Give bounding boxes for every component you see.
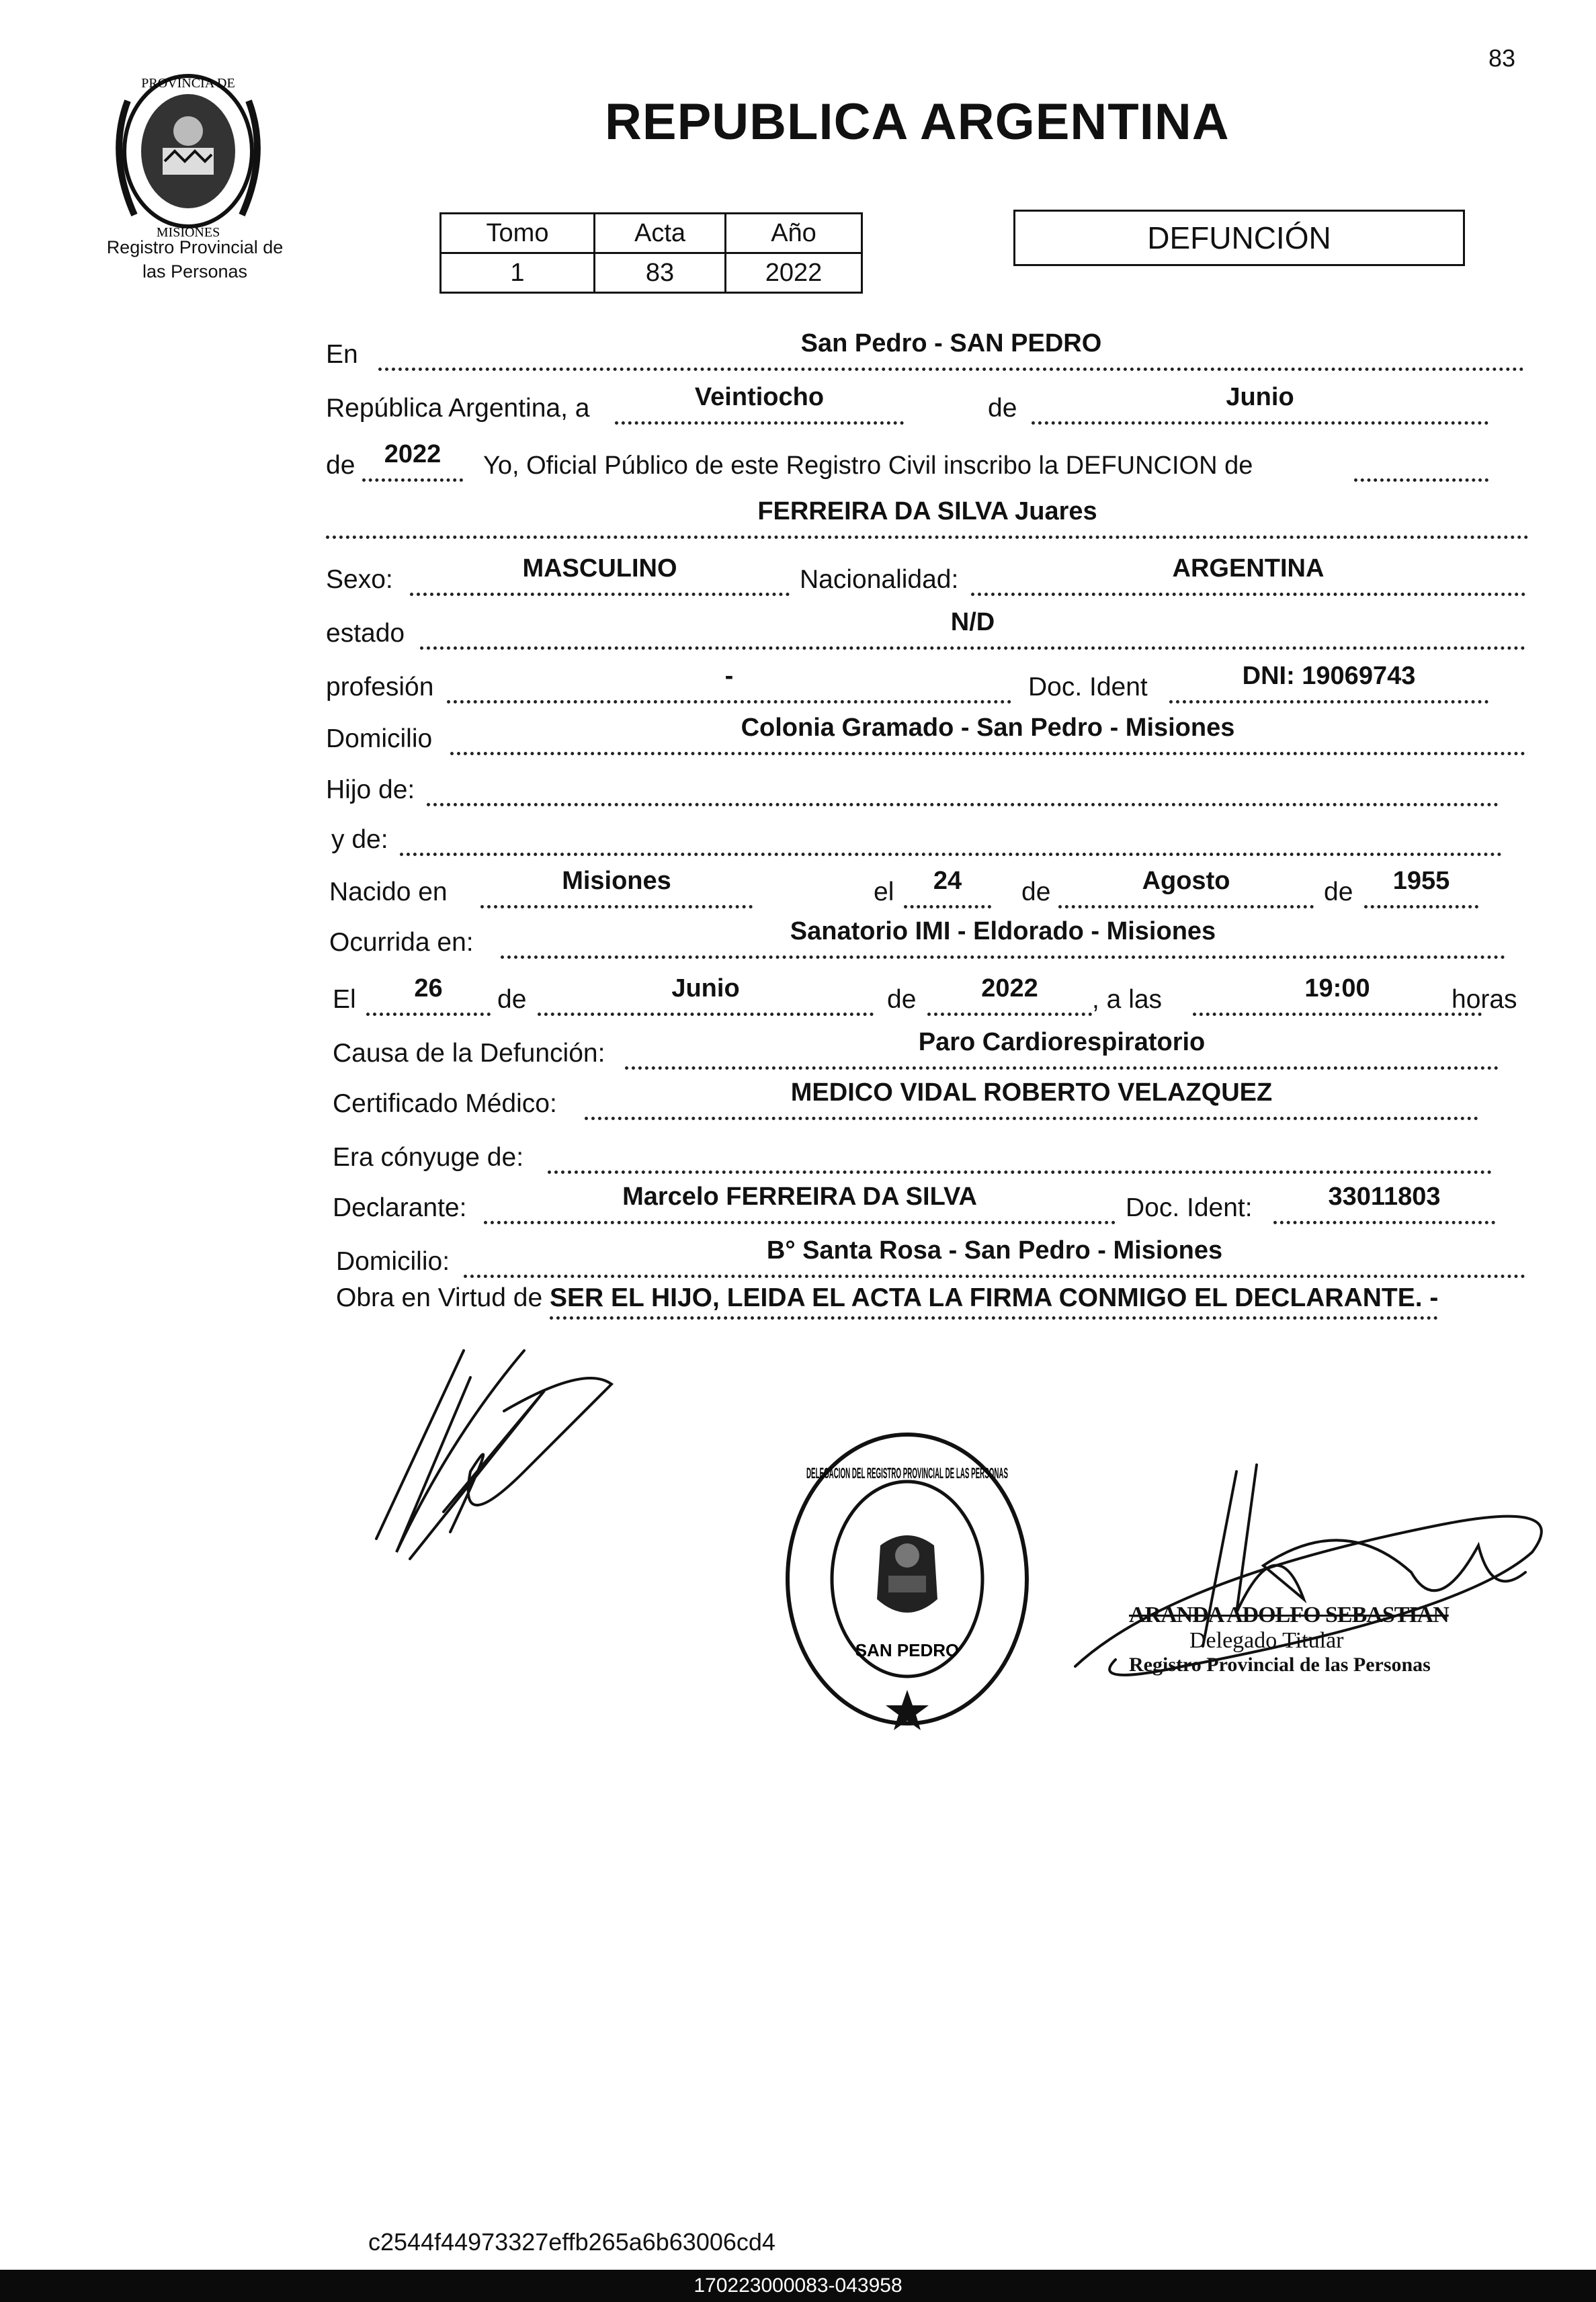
row-nacido <box>326 867 1529 914</box>
value-domicilio: Colonia Gramado - San Pedro - Misiones <box>741 714 1235 742</box>
label-horas: horas <box>1452 985 1517 1014</box>
value-profesion: - <box>724 662 734 690</box>
row-sexo <box>326 554 1529 601</box>
value-dia-letras: Veintiocho <box>694 383 825 411</box>
delegate-role: Delegado Titular <box>1189 1628 1344 1653</box>
row-obra <box>336 1283 1438 1313</box>
ref-value-tomo: 1 <box>441 253 595 293</box>
ref-value-acta: 83 <box>595 253 726 293</box>
row-ocurrida <box>326 917 1529 964</box>
field-domicilio-declarante <box>464 1236 1525 1278</box>
value-el-mes: Junio <box>671 974 740 1003</box>
value-sexo: MASCULINO <box>522 554 677 583</box>
field-en <box>378 329 1524 371</box>
field-hijo-de <box>427 771 1499 806</box>
field-sexo <box>410 554 790 596</box>
field-nacionalidad <box>971 554 1525 596</box>
field-nacido-mes <box>1058 867 1314 908</box>
registry-caption <box>81 235 309 284</box>
logo-text-bottom: MISIONES <box>156 225 220 240</box>
value-el-anio: 2022 <box>981 974 1038 1003</box>
row-republica <box>326 383 1529 430</box>
field-estado <box>420 608 1525 650</box>
value-obra: SER EL HIJO, LEIDA EL ACTA LA FIRMA CONMIGO EL DECLARANTE. - <box>550 1283 1438 1320</box>
row-fecha-defuncion <box>326 974 1529 1021</box>
label-el: El <box>333 985 356 1014</box>
delegate-office: Registro Provincial de las Personas <box>1129 1654 1431 1676</box>
ref-header-row <box>441 214 862 253</box>
value-nacido-anio: 1955 <box>1392 867 1450 895</box>
delegate-name: ARANDA ADOLFO SEBASTIAN <box>1129 1603 1449 1627</box>
field-el-anio <box>927 974 1092 1016</box>
record-reference-table <box>439 212 863 294</box>
document-title: REPUBLICA ARGENTINA <box>605 93 1230 151</box>
value-declarante: Marcelo FERREIRA DA SILVA <box>622 1183 977 1211</box>
field-nacido-dia <box>904 867 991 908</box>
registry-caption-line-2: las Personas <box>142 261 248 282</box>
label-de-mes: de <box>988 394 1017 423</box>
row-declarante <box>326 1183 1529 1230</box>
label-nacido-en: Nacido en <box>329 878 448 906</box>
label-de-anio: de <box>326 451 355 480</box>
label-el-de-mes: de <box>497 985 527 1014</box>
field-domicilio <box>450 714 1525 755</box>
label-a-las: , a las <box>1092 985 1163 1014</box>
row-anio-yo <box>326 440 1529 487</box>
value-mes: Junio <box>1226 383 1294 411</box>
value-doc-ident-declarante: 33011803 <box>1328 1183 1441 1211</box>
field-doc-ident-declarante <box>1273 1183 1495 1224</box>
row-profesion <box>326 662 1529 709</box>
value-nacido-dia: 24 <box>933 867 962 895</box>
field-mes <box>1032 383 1488 425</box>
ref-value-anio: 2022 <box>726 253 862 293</box>
label-causa: Causa de la Defunción: <box>333 1039 605 1068</box>
row-y-de <box>326 821 1529 861</box>
field-anio <box>362 440 463 482</box>
label-en: En <box>326 340 358 369</box>
field-certificado <box>585 1078 1478 1120</box>
row-certificado <box>326 1078 1529 1125</box>
value-certificado: MEDICO VIDAL ROBERTO VELAZQUEZ <box>790 1078 1273 1107</box>
field-nacido-anio <box>1364 867 1478 908</box>
province-coat-of-arms-logo <box>101 60 276 242</box>
label-nacido-de-anio: de <box>1324 878 1353 906</box>
ref-header-tomo: Tomo <box>441 214 595 253</box>
field-profesion <box>447 662 1011 704</box>
value-en: San Pedro - SAN PEDRO <box>800 329 1102 357</box>
value-ocurrida-en: Sanatorio IMI - Eldorado - Misiones <box>790 917 1216 945</box>
value-causa: Paro Cardiorespiratorio <box>918 1028 1206 1056</box>
field-conyuge <box>548 1138 1492 1174</box>
row-domicilio-declarante <box>326 1236 1529 1283</box>
page-number: 83 <box>1488 44 1516 72</box>
field-dia-letras <box>615 383 904 425</box>
value-nacido-en: Misiones <box>562 867 671 895</box>
field-nombre <box>326 497 1529 539</box>
value-anio: 2022 <box>384 440 442 468</box>
document-hash: c2544f44973327effb265a6b63006cd4 <box>368 2228 775 2256</box>
field-yo-trailing <box>1354 446 1488 482</box>
label-doc-ident-declarante: Doc. Ident: <box>1126 1193 1253 1222</box>
row-conyuge <box>326 1139 1529 1179</box>
field-hora <box>1193 974 1482 1016</box>
label-nacido-el: el <box>874 878 894 906</box>
label-profesion: profesión <box>326 673 434 701</box>
label-conyuge: Era cónyuge de: <box>333 1143 524 1172</box>
field-causa <box>625 1028 1499 1070</box>
registry-caption-line-1: Registro Provincial de <box>106 237 284 257</box>
value-doc-ident: DNI: 19069743 <box>1242 662 1416 690</box>
label-el-de-anio: de <box>887 985 917 1014</box>
ref-header-acta: Acta <box>595 214 726 253</box>
value-el-dia: 26 <box>414 974 443 1003</box>
row-estado <box>326 608 1529 655</box>
value-domicilio-declarante: B° Santa Rosa - San Pedro - Misiones <box>766 1236 1223 1265</box>
official-seal <box>773 1424 1042 1734</box>
row-hijo-de <box>326 771 1529 812</box>
label-hijo-de: Hijo de: <box>326 775 415 804</box>
logo-text-top: PROVINCIA DE <box>141 76 235 91</box>
field-declarante <box>484 1183 1116 1224</box>
row-causa <box>326 1028 1529 1075</box>
seal-ring-text: DELEGACION DEL REGISTRO PROVINCIAL DE LAS PERSONAS <box>806 1465 1008 1482</box>
value-estado: N/D <box>950 608 995 636</box>
footer-id-bar: 170223000083-043958 <box>0 2270 1596 2302</box>
label-domicilio: Domicilio <box>326 724 433 753</box>
record-type-box: DEFUNCIÓN <box>1013 210 1465 266</box>
row-domicilio <box>326 714 1529 761</box>
label-domicilio-declarante: Domicilio: <box>336 1247 450 1276</box>
value-hora: 19:00 <box>1304 974 1370 1003</box>
label-sexo: Sexo: <box>326 565 393 594</box>
row-en <box>326 329 1529 376</box>
field-el-dia <box>366 974 491 1016</box>
field-doc-ident <box>1169 662 1488 704</box>
value-nacido-mes: Agosto <box>1142 867 1230 895</box>
ref-value-row <box>441 253 862 293</box>
row-nombre <box>326 497 1529 544</box>
label-declarante: Declarante: <box>333 1193 467 1222</box>
value-nombre: FERREIRA DA SILVA Juares <box>757 497 1097 525</box>
label-nacido-de-mes: de <box>1021 878 1051 906</box>
label-estado: estado <box>326 619 405 648</box>
field-y-de <box>400 820 1502 856</box>
ref-header-anio: Año <box>726 214 862 253</box>
field-ocurrida-en <box>501 917 1505 959</box>
label-doc-ident: Doc. Ident <box>1028 673 1148 701</box>
label-nacionalidad: Nacionalidad: <box>800 565 959 594</box>
label-yo-oficial: Yo, Oficial Público de este Registro Civil inscribo la DEFUNCION de <box>483 452 1253 480</box>
field-el-mes <box>538 974 874 1016</box>
label-certificado: Certificado Médico: <box>333 1089 557 1118</box>
label-ocurrida-en: Ocurrida en: <box>329 928 474 957</box>
label-obra: Obra en Virtud de <box>336 1283 543 1312</box>
delegate-block <box>1129 1603 1449 1676</box>
label-republica: República Argentina, a <box>326 394 590 423</box>
value-nacionalidad: ARGENTINA <box>1172 554 1325 583</box>
label-y-de: y de: <box>331 825 388 854</box>
field-nacido-en <box>480 867 753 908</box>
seal-center-text: SAN PEDRO <box>855 1640 960 1660</box>
declarant-signature <box>370 1337 638 1579</box>
